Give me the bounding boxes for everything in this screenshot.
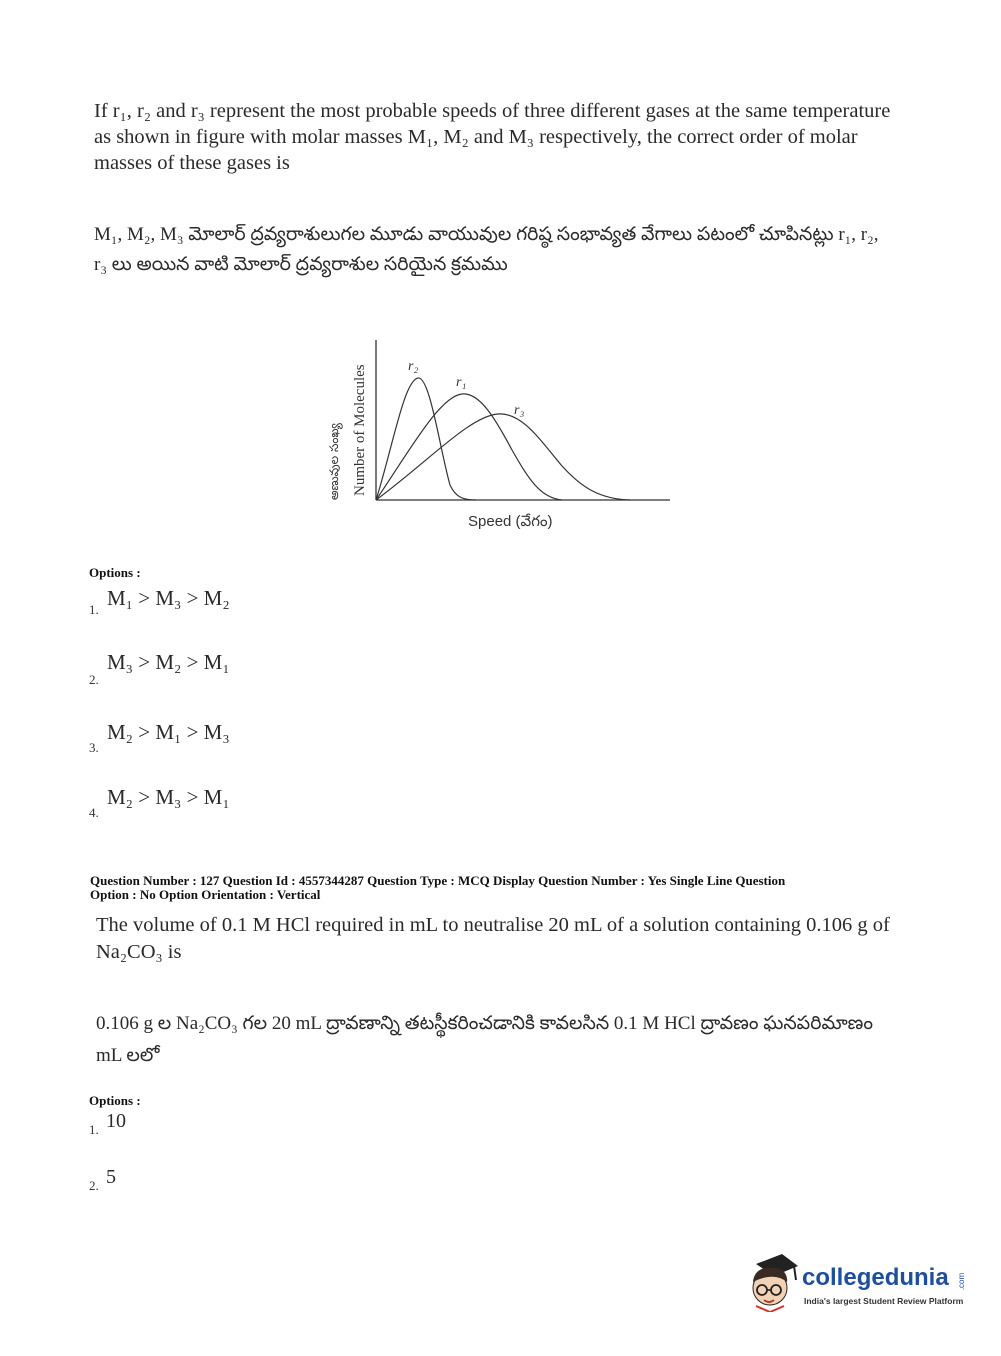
curve-label-r3: r₃ xyxy=(514,403,525,418)
option-value: M₂ > M₁ > M₃ xyxy=(107,720,230,744)
option-value: M₁ > M₃ > M₂ xyxy=(107,586,230,610)
option-number: 2. xyxy=(89,672,99,687)
meta-line-2: Option : No Option Orientation : Vertical xyxy=(90,887,321,902)
question2-telugu: 0.106 g ల Na₂CO₃ గల 20 mL ద్రావణాన్ని తటస్థీకరించడానికి కావలసిన 0.1 M HCl ద్రావణం ఘనపరిమాణం mL లలో xyxy=(96,1013,873,1066)
meta-line-1: Question Number : 127 Question Id : 4557344287 Question Type : MCQ Display Question Number : Yes Single Line Question xyxy=(90,873,786,888)
speed-distribution-figure xyxy=(300,300,700,540)
y-axis-label-telugu: అణువుల సంఖ్య xyxy=(327,423,341,500)
option-value: M₃ > M₂ > M₁ xyxy=(107,650,230,674)
curve-label-r2: r₂ xyxy=(408,359,419,374)
option-number: 2. xyxy=(89,1178,99,1193)
x-axis-label: Speed (వేగం) xyxy=(468,513,553,530)
question2-english: The volume of 0.1 M HCl required in mL to neutralise 20 mL of a solution containing 0.106 g of Na₂CO₃ is xyxy=(96,914,890,963)
brand-name: collegedunia xyxy=(802,1264,949,1291)
question1-options-label: Options : xyxy=(89,565,141,580)
brand-suffix: .com xyxy=(956,1272,966,1290)
collegedunia-logo[interactable] xyxy=(742,1250,972,1320)
option-value: M₂ > M₃ > M₁ xyxy=(107,785,230,809)
option-number: 4. xyxy=(89,805,99,820)
option-number: 3. xyxy=(89,740,99,755)
option-number: 1. xyxy=(89,1122,99,1137)
option-value: 5 xyxy=(106,1166,116,1188)
curve-label-r1: r₁ xyxy=(456,375,467,390)
curve-r3 xyxy=(376,414,630,500)
question2-meta xyxy=(90,874,950,902)
brand-tagline: India's largest Student Review Platform xyxy=(804,1296,964,1306)
option-number: 1. xyxy=(89,602,99,617)
option-value: 10 xyxy=(106,1110,126,1132)
curve-r2 xyxy=(376,378,476,500)
curve-r1 xyxy=(376,394,562,500)
mascot-icon xyxy=(742,1250,802,1312)
question1-english: If r₁, r₂ and r₃ represent the most probable speeds of three different gases at the same temperature as shown in figure with molar masses M₁, M₂ and M₃ respectively, the correct order of molar masses of these gases is xyxy=(94,100,891,174)
question1-telugu: M₁, M₂, M₃ మోలార్ ద్రవ్యరాశులుగల మూడు వాయువుల గరిష్ఠ సంభావ్యత వేగాలు పటంలో చూపినట్లు r₁, r₂, r₃ లు అయిన వాటి మోలార్ ద్రవ్యరాశుల సరియైన క్రమము xyxy=(94,224,879,275)
question2-options-label: Options : xyxy=(89,1093,141,1108)
y-axis-label-english: Number of Molecules xyxy=(352,364,368,496)
